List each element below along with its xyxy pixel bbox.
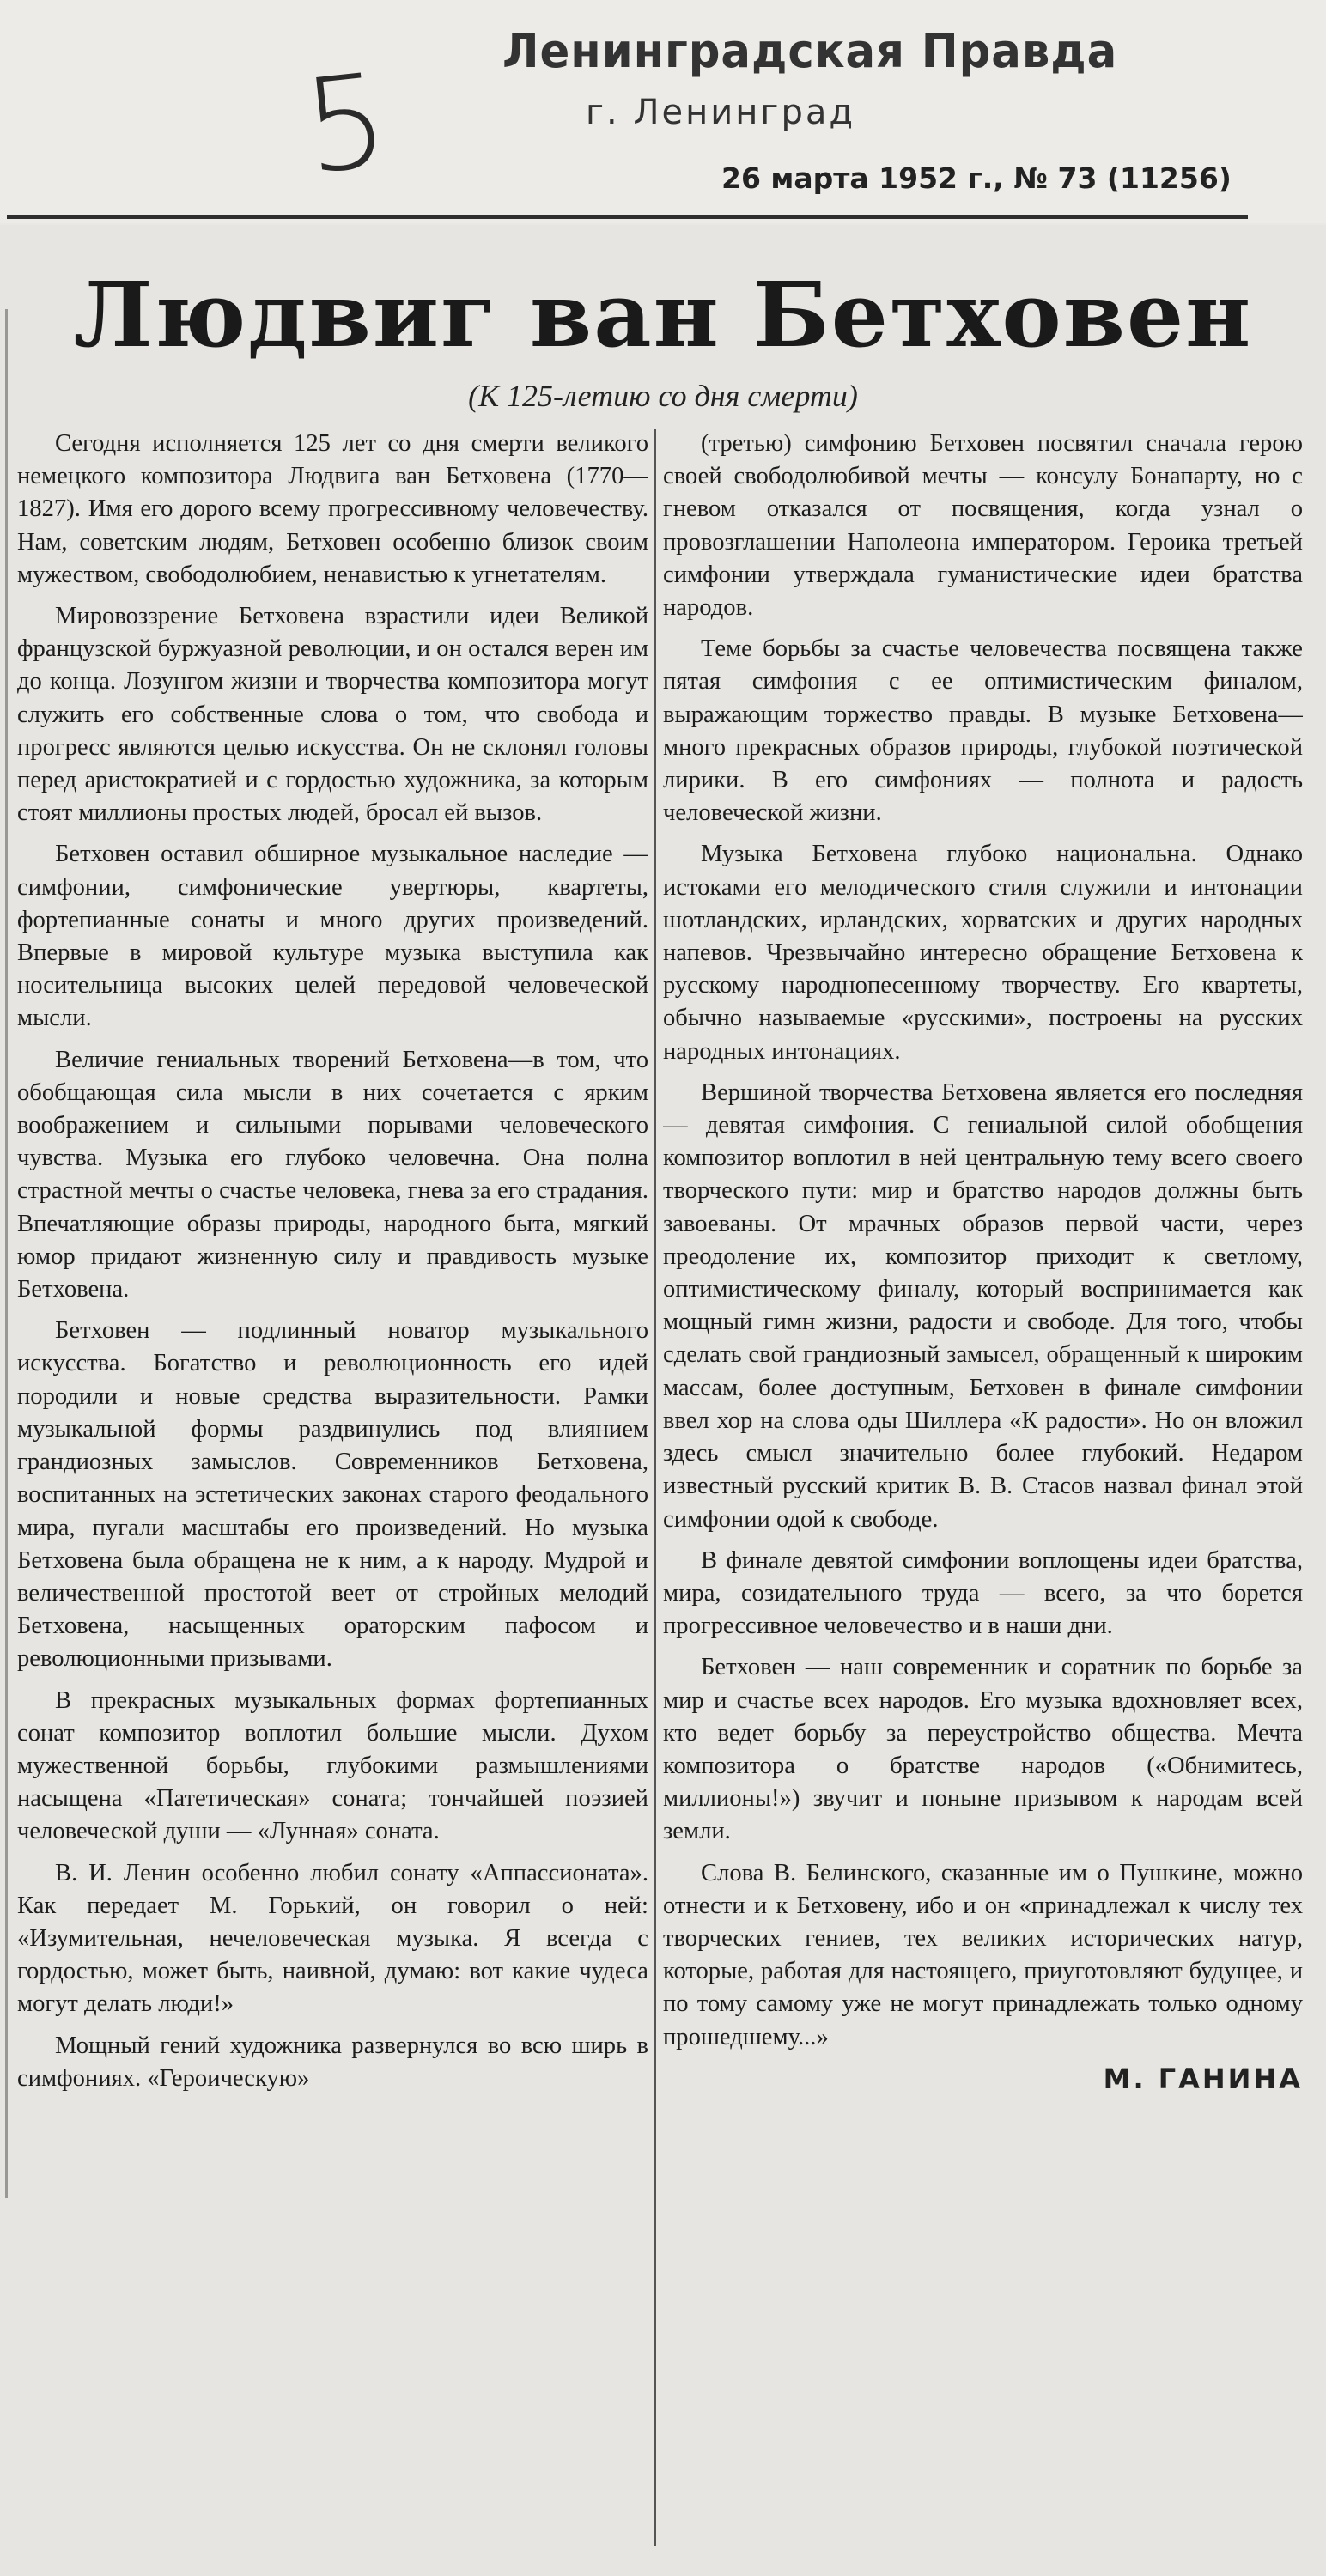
clipping-edge-line	[5, 309, 8, 2198]
paragraph: Сегодня исполняется 125 лет со дня смерти великого немецкого композитора Людвига ван Бетховена (1770—1827). Имя его дорого всему прогрессивному человечеству. Нам, советским людям, Бетховен особенно близок своим мужеством, свободолюбием, ненавистью к угнетателям.	[17, 430, 648, 588]
paragraph: Мировоззрение Бетховена взрастили идеи Великой французской буржуазной революции, и он остался верен им до конца. Лозунгом жизни и творчества композитора могут служить его собственные слова о том, что свобода и прогресс являются целью искусства. Он не склонял головы перед аристократией и с гордостью художника, за которым стоят миллионы простых людей, бросал ей вызов.	[17, 603, 648, 827]
paragraph: В финале девятой симфонии воплощены идеи братства, мира, созидательного труда — всего, за что борется прогрессивное человечество и в наши дни.	[663, 1546, 1303, 1640]
paragraph: В. И. Ленин особенно любил сонату «Аппассионата». Как передает М. Горький, он говорил о ней: «Изумительная, нечеловеческая музыка. Я всегда с гордостью, может быть, наивной, думаю: вот какие чудеса могут делать люди!»	[17, 1859, 648, 2018]
right-text-column	[663, 428, 1303, 2553]
newspaper-name-stamp: Ленинградская Правда	[502, 24, 1118, 78]
author-signature: М. ГАНИНА	[1103, 2062, 1303, 2095]
paragraph: Мощный гений художника развернулся во всю ширь в симфониях. «Героическую»	[17, 2032, 648, 2092]
newspaper-city-stamp: г. Ленинград	[586, 93, 856, 132]
paragraph: Теме борьбы за счастье человечества посвящена также пятая симфония с ее оптимистическим финалом, выражающим торжество правды. В музыке Бетховена—много прекрасных образов природы, глубокой поэтической лирики. В его симфониях — полнота и радость человеческой жизни.	[663, 635, 1303, 827]
issue-date: 26 марта 1952 г., № 73 (11256)	[721, 161, 1232, 195]
article-subtitle: (К 125-летию со дня смерти)	[468, 379, 858, 413]
header-divider	[7, 215, 1248, 219]
article-title: Людвиг ван Бетховен	[73, 262, 1253, 368]
column-divider	[654, 429, 656, 2546]
paragraph: Вершиной творчества Бетховена является его последняя — девятая симфония. С гениальной силой обобщения композитор воплотил в ней центральную тему всего своего творческого пути: мир и братство народов должны быть завоеваны. От мрачных образов первой части, через преодоление их, композитор приходит к светлому, оптимистическому финалу, который воспринимается как мощный гимн жизни, радости и свободе. Для того, чтобы сделать свой грандиозный замысел, обращенный к широким массам, более доступным, Бетховен в финале симфонии ввел хор на слова оды Шиллера «К радости». Но он вложил здесь смысл значительно более глубокий. Недаром известный русский критик В. В. Стасов назвал финал этой симфонии одой к свободе.	[663, 1078, 1303, 1533]
paragraph: В прекрасных музыкальных формах фортепианных сонат композитор воплотил большие мысли. Духом мужественной борьбы, глубокими размышлениями насыщена «Патетическая» соната; тончайшей поэзией человеческой души — «Лунная» соната.	[17, 1686, 648, 1845]
newspaper-masthead	[0, 0, 1326, 223]
paragraph: Бетховен — наш современник и соратник по борьбе за мир и счастье всех народов. Его музыка вдохновляет всех, кто ведет борьбу за переустройство общества. Мечта композитора о братстве народов («Обнимитесь, миллионы!») звучит и поныне призывом к народам всей земли.	[663, 1654, 1303, 1845]
left-text-column	[17, 428, 648, 2553]
paragraph: Величие гениальных творений Бетховена—в том, что обобщающая сила мысли в них сочетается с ярким воображением и сильными порывами человеческого чувства. Музыка его глубоко человечна. Она полна страстной мечты о счастье человека, гнева за его страдания. Впечатляющие образы природы, народного быта, мягкий юмор придают жизненную силу и правдивость музыке Бетховена.	[17, 1046, 648, 1303]
paragraph: (третью) симфонию Бетховен посвятил сначала герою своей свободолюбивой мечты — консулу Бонапарту, но с гневом отказался от посвящения, когда узнал о провозглашении Наполеона императором. Героика третьей симфонии утверждала гуманистические идеи братства народов.	[663, 430, 1303, 622]
paragraph: Слова В. Белинского, сказанные им о Пушкине, можно отнести и к Бетховену, ибо и он «принадлежал к числу тех творческих гениев, тех великих исторических натур, которые, работая для настоящего, приуготовляют будущее, и по тому самому уже не могут принадлежать только одному прошедшему...»	[663, 1859, 1303, 2050]
paragraph: Музыка Бетховена глубоко национальна. Однако истоками его мелодического стиля служили и интонации шотландских, ирландских, хорватских и других народных напевов. Чрезвычайно интересно обращение Бетховена к русскому народнопесенному творчеству. Его квартеты, обычно называемые «русскими», построены на русских народных интонациях.	[663, 841, 1303, 1065]
paragraph: Бетховен — подлинный новатор музыкального искусства. Богатство и революционность его идей породили и новые средства выразительности. Рамки музыкальной формы раздвинулись под влиянием грандиозных замыслов. Современников Бетховена, воспитанных на эстетических законах старого феодального мира, пугали масштабы его произведений. Но музыка Бетховена была обращена не к ним, а к народу. Мудрой и величественной простотой веет от стройных мелодий Бетховена, насыщенных ораторским пафосом и революционными призывами.	[17, 1317, 648, 1673]
paragraph: Бетховен оставил обширное музыкальное наследие — симфонии, симфонические увертюры, квартеты, фортепианные сонаты и много других произведений. Впервые в мировой культуре музыка выступила как носительница высоких целей передовой человеческой мысли.	[17, 841, 648, 1032]
handwritten-page-number: 5	[297, 46, 395, 204]
